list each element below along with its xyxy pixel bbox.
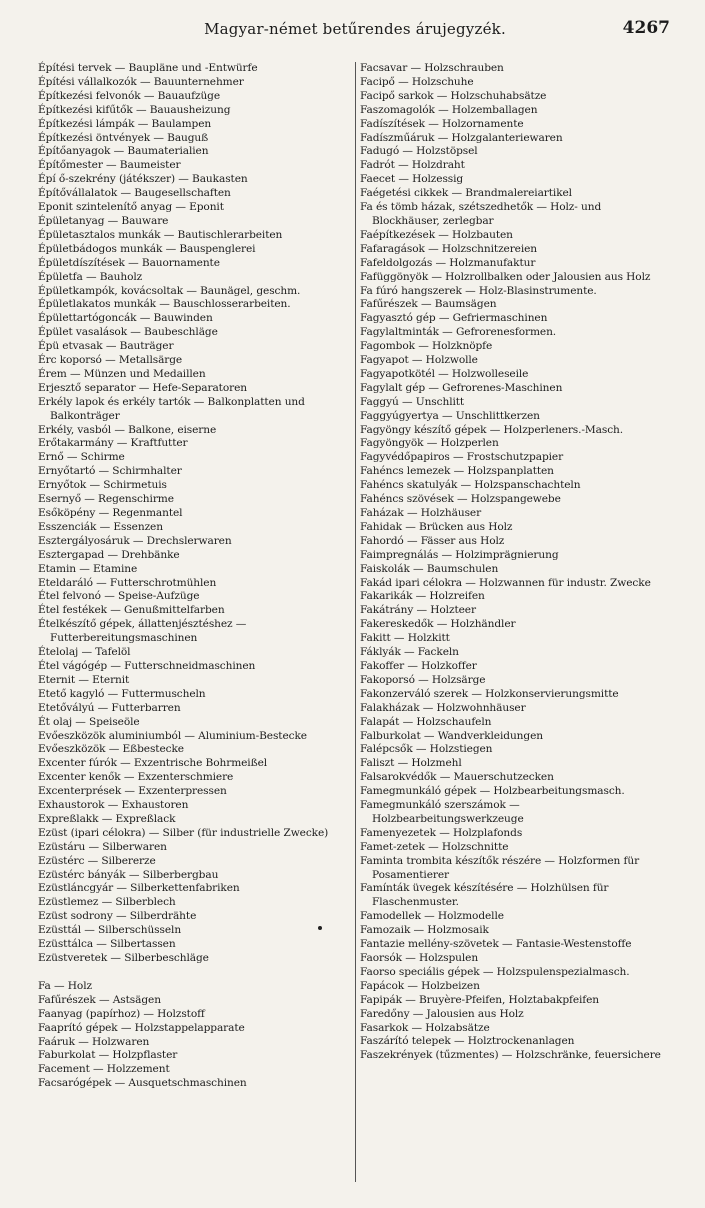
index-entry: Építési vállalkozók — Bauunternehmer (38, 75, 244, 88)
left-column (38, 62, 353, 1091)
index-entry: Fagyasztó gép — Gefriermaschinen (360, 312, 548, 325)
index-entry: Fadrót — Holzdraht (360, 159, 465, 172)
index-entry: Famodellek — Holzmodelle (360, 910, 504, 923)
index-entry: Faorsók — Holzspulen (360, 952, 479, 964)
index-entry: Fagyöngyök — Holzperlen (360, 437, 499, 450)
index-entry: Fáklyák — Fackeln (360, 646, 459, 659)
index-entry: Fafűrészek — Astsägen (38, 993, 161, 1006)
index-entry: Faburkolat — Holzpflaster (38, 1049, 178, 1062)
index-entry: Építkezési felvonók — Bauaufzüge (38, 89, 221, 102)
index-entry: Famet-zetek — Holzschnitte (360, 840, 509, 853)
index-entry: Faliszt — Holzmehl (360, 757, 462, 770)
column-divider (355, 62, 356, 1182)
index-entry: Esztergályosáruk — Drechslerwaren (38, 534, 232, 547)
index-entry: Fakarikák — Holzreifen (360, 590, 485, 603)
index-entry: Ernyőtartó — Schirmhalter (38, 465, 182, 478)
index-entry: Épülettartógoncák — Bauwinden (38, 312, 213, 325)
index-entry: Épületlakatos munkák — Bauschlosserarbeiten. (38, 298, 291, 311)
index-entry: Étel festékek — Genußmittelfarben (38, 604, 225, 617)
section-gap (38, 966, 353, 980)
index-entry: Etetővályú — Futterbarren (38, 701, 181, 714)
index-entry: Falapát — Holzschaufeln (360, 715, 492, 728)
page-title: Magyar-német betűrendes árujegyzék. (204, 20, 506, 38)
index-entry: Faredőny — Jalousien aus Holz (360, 1007, 524, 1020)
index-entry: Facipő sarkok — Holzschuhabsätze (360, 89, 547, 102)
index-entry: Ételkészítő gépek, állattenjésztéshez — Futterbereitungsmaschinen (38, 618, 247, 645)
index-entry: Érc koporsó — Metallsärge (38, 354, 183, 367)
index-entry: Evőeszközök — Eßbestecke (38, 743, 184, 756)
index-entry: Faimpregnálás — Holzimprägnierung (360, 548, 559, 561)
index-entry: Faépítkezések — Holzbauten (360, 228, 513, 241)
index-entry: Faminta trombita készítők részére — Holzformen für Posamentierer (360, 854, 640, 881)
index-entry: Fagylalt gép — Gefrorenes-Maschinen (360, 381, 563, 394)
index-entry: Ezüsttál — Silberschüsseln (38, 924, 182, 937)
index-entry: Ezüstlemez — Silberblech (38, 896, 176, 909)
index-entry: Fapipák — Bruyère-Pfeifen, Holztabakpfeifen (360, 993, 600, 1006)
index-entry: Eternit — Eternit (38, 673, 130, 686)
index-entry: Fagyvédőpapiros — Frostschutzpapier (360, 451, 564, 464)
index-entry: Épületanyag — Bauware (38, 214, 169, 227)
index-entry: Faházak — Holzhäuser (360, 507, 482, 519)
index-entry: Épületasztalos munkák — Bautischlerarbeiten (38, 228, 283, 241)
index-entry: Erjesztő separator — Hefe-Separatoren (38, 381, 247, 394)
index-entry: Fagylaltminták — Gefrorenesformen. (360, 326, 557, 339)
index-entry: Fakereskedők — Holzhändler (360, 618, 516, 631)
index-entry: Fakátrány — Holzteer (360, 604, 476, 617)
index-entry: Faiskolák — Baumschulen (360, 562, 499, 575)
index-entry: Exhaustorok — Exhaustoren (38, 799, 189, 812)
index-entry: Famenyezetek — Holzplafonds (360, 826, 523, 839)
index-entry: Fakoffer — Holzkoffer (360, 659, 477, 672)
index-entry: Ezüstáru — Silberwaren (38, 840, 167, 853)
index-entry: Fa — Holz (38, 979, 92, 992)
index-entry: Ernő — Schirme (38, 451, 125, 464)
index-entry: Épületdíszítések — Bauornamente (38, 256, 220, 269)
index-entry: Falépcsők — Holzstiegen (360, 743, 493, 756)
index-entry: Építési tervek — Baupläne und -Entwürfe (38, 62, 258, 74)
index-entry: Faégetési cikkek — Brandmalereiartikel (360, 187, 572, 200)
page-number: 4267 (622, 18, 670, 38)
index-entry: Fadugó — Holzstöpsel (360, 145, 478, 158)
index-entry: Ernyőtok — Schirmetuis (38, 479, 167, 492)
index-entry: Facipő — Holzschuhe (360, 75, 474, 88)
index-entry: Fasarkok — Holzabsätze (360, 1021, 490, 1034)
right-column (360, 62, 672, 1063)
index-entry: Fa fúró hangszerek — Holz-Blasinstrumente. (360, 284, 597, 297)
index-entry: Facement — Holzzement (38, 1063, 170, 1076)
ink-dot (318, 926, 322, 930)
index-entry: Ezüstérc — Silbererze (38, 854, 156, 867)
index-entry: Faecet — Holzessig (360, 173, 464, 186)
index-entry: Erőtakarmány — Kraftfutter (38, 437, 188, 450)
index-entry: Faorso speciális gépek — Holzspulenspezialmasch. (360, 965, 630, 978)
index-entry: Falburkolat — Wandverkleidungen (360, 729, 543, 742)
index-entry: Famínták üvegek készítésére — Holzhülsen für Flaschenmuster. (360, 882, 609, 909)
index-entry: Etető kagyló — Futtermuscheln (38, 687, 206, 700)
index-entry: Fakoporsó — Holzsärge (360, 673, 486, 686)
index-entry: Excenter fúrók — Exzentrische Bohrmeißel (38, 757, 268, 770)
index-entry: Épületkampók, kovácsoltak — Baunägel, geschm. (38, 284, 301, 297)
index-entry: Fagombok — Holzknöpfe (360, 340, 493, 353)
index-entry: Famegmunkáló szerszámok — Holzbearbeitungswerkzeuge (360, 799, 524, 825)
index-entry: Fahéncs skatulyák — Holzspanschachteln (360, 479, 581, 492)
index-entry: Etamin — Etamine (38, 562, 138, 575)
index-entry: Esszenciák — Essenzen (38, 520, 163, 533)
index-entry: Fadíszműáruk — Holzgalanteriewaren (360, 131, 563, 144)
index-entry: Excenterprések — Exzenterpressen (38, 785, 227, 798)
index-entry: Fahéncs szövések — Holzspangewebe (360, 493, 561, 506)
index-entry: Faszomagolók — Holzemballagen (360, 103, 538, 116)
index-entry: Facsarógépek — Ausquetschmaschinen (38, 1077, 247, 1090)
index-entry: Fa és tömb házak, szétszedhetők — Holz- und Blockhäuser, zerlegbar (360, 201, 602, 227)
index-entry: Építővállalatok — Baugesellschaften (38, 187, 231, 200)
index-entry: Ezüst (ipari célokra) — Silber (für industrielle Zwecke) (38, 826, 329, 839)
index-entry: Építőanyagok — Baumaterialien (38, 145, 209, 158)
index-entry: Épületbádogos munkák — Bauspenglerei (38, 242, 256, 255)
index-entry: Épület vasalások — Baubeschläge (38, 326, 218, 339)
index-entry: Fafeldolgozás — Holzmanufaktur (360, 256, 536, 269)
index-entry: Fafűrészek — Baumsägen (360, 298, 497, 311)
index-entry: Eponit szintelenítő anyag — Eponit (38, 201, 224, 214)
index-entry: Erkély, vasból — Balkone, eiserne (38, 423, 217, 436)
index-entry: Excenter kenők — Exzenterschmiere (38, 771, 234, 784)
index-entry: Faggyú — Unschlitt (360, 395, 465, 408)
index-entry: Fagyöngy készítő gépek — Holzperleners.-Masch. (360, 423, 624, 436)
index-entry: Érem — Münzen und Medaillen (38, 367, 206, 380)
index-entry: Fagyapotkötél — Holzwolleseile (360, 367, 529, 380)
index-entry: Facsavar — Holzschrauben (360, 62, 504, 74)
index-entry: Fakád ipari célokra — Holzwannen für industr. Zwecke (360, 576, 651, 589)
index-entry: Faanyag (papírhoz) — Holzstoff (38, 1007, 205, 1020)
index-entry: Fafaragások — Holzschnitzereien (360, 242, 538, 255)
index-entry: Étel vágógép — Futterschneidmaschinen (38, 659, 256, 672)
index-entry: Épí ő-szekrény (játékszer) — Baukasten (38, 173, 248, 186)
index-entry: Fakonzerváló szerek — Holzkonservierungsmitte (360, 687, 619, 700)
index-entry: Faszárító telepek — Holztrockenanlagen (360, 1035, 575, 1048)
index-entry: Fahéncs lemezek — Holzspanplatten (360, 465, 554, 478)
index-entry: Fapácok — Holzbeizen (360, 979, 480, 992)
index-entry: Famozaik — Holzmosaik (360, 924, 489, 937)
index-entry: Ezüstveretek — Silberbeschläge (38, 952, 209, 964)
index-entry: Faszekrények (tűzmentes) — Holzschränke, feuersichere (360, 1049, 661, 1062)
index-entry: Ezüsttálca — Silbertassen (38, 938, 176, 951)
index-entry: Erkély lapok és erkély tartók — Balkonplatten und Balkonträger (38, 395, 305, 422)
index-entry: Épü etvasak — Bauträger (38, 340, 174, 353)
index-entry: Esernyő — Regenschirme (38, 493, 174, 506)
index-entry: Eteldaráló — Futterschrotmühlen (38, 576, 217, 589)
index-entry: Ételolaj — Tafelöl (38, 646, 131, 659)
index-entry: Ét olaj — Speiseöle (38, 715, 140, 728)
index-entry: Evőeszközök aluminiumból — Aluminium-Bestecke (38, 729, 307, 742)
index-entry: Fagyapot — Holzwolle (360, 354, 478, 367)
index-entry: Fahidak — Brücken aus Holz (360, 520, 513, 533)
index-entry: Expreßlakk — Expreßlack (38, 812, 176, 825)
index-entry: Faáruk — Holzwaren (38, 1035, 150, 1048)
index-entry: Falsarokvédők — Mauerschutzecken (360, 771, 554, 784)
index-entry: Faggyúgyertya — Unschlittkerzen (360, 409, 540, 422)
index-entry: Faaprító gépek — Holzstappelapparate (38, 1021, 245, 1034)
index-entry: Fahordó — Fässer aus Holz (360, 534, 505, 547)
index-entry: Fakitt — Holzkitt (360, 632, 450, 645)
index-entry: Fadíszítések — Holzornamente (360, 117, 524, 130)
index-entry: Építkezési lámpák — Baulampen (38, 117, 212, 130)
index-entry: Falakházak — Holzwohnhäuser (360, 701, 526, 714)
index-entry: Esőköpény — Regenmantel (38, 507, 183, 519)
index-entry: Épületfa — Bauholz (38, 270, 143, 283)
page-header (40, 18, 670, 44)
index-entry: Fantazie mellény-szövetek — Fantasie-Westenstoffe (360, 938, 632, 951)
index-entry: Építkezési kifűtők — Bauausheizung (38, 103, 231, 116)
index-entry: Ezüstláncgyár — Silberkettenfabriken (38, 882, 240, 895)
index-entry: Építkezési öntvények — Bauguß (38, 131, 209, 144)
index-entry: Építőmester — Baumeister (38, 159, 181, 172)
index-entry: Famegmunkáló gépek — Holzbearbeitungsmasch. (360, 785, 625, 798)
index-entry: Fafüggönyök — Holzrollbalken oder Jalousien aus Holz (360, 270, 651, 283)
index-entry: Ezüst sodrony — Silberdrähte (38, 910, 197, 923)
index-entry: Étel felvonó — Speise-Aufzüge (38, 590, 200, 603)
index-entry: Ezüstérc bányák — Silberbergbau (38, 868, 219, 881)
index-entry: Esztergapad — Drehbänke (38, 548, 180, 561)
